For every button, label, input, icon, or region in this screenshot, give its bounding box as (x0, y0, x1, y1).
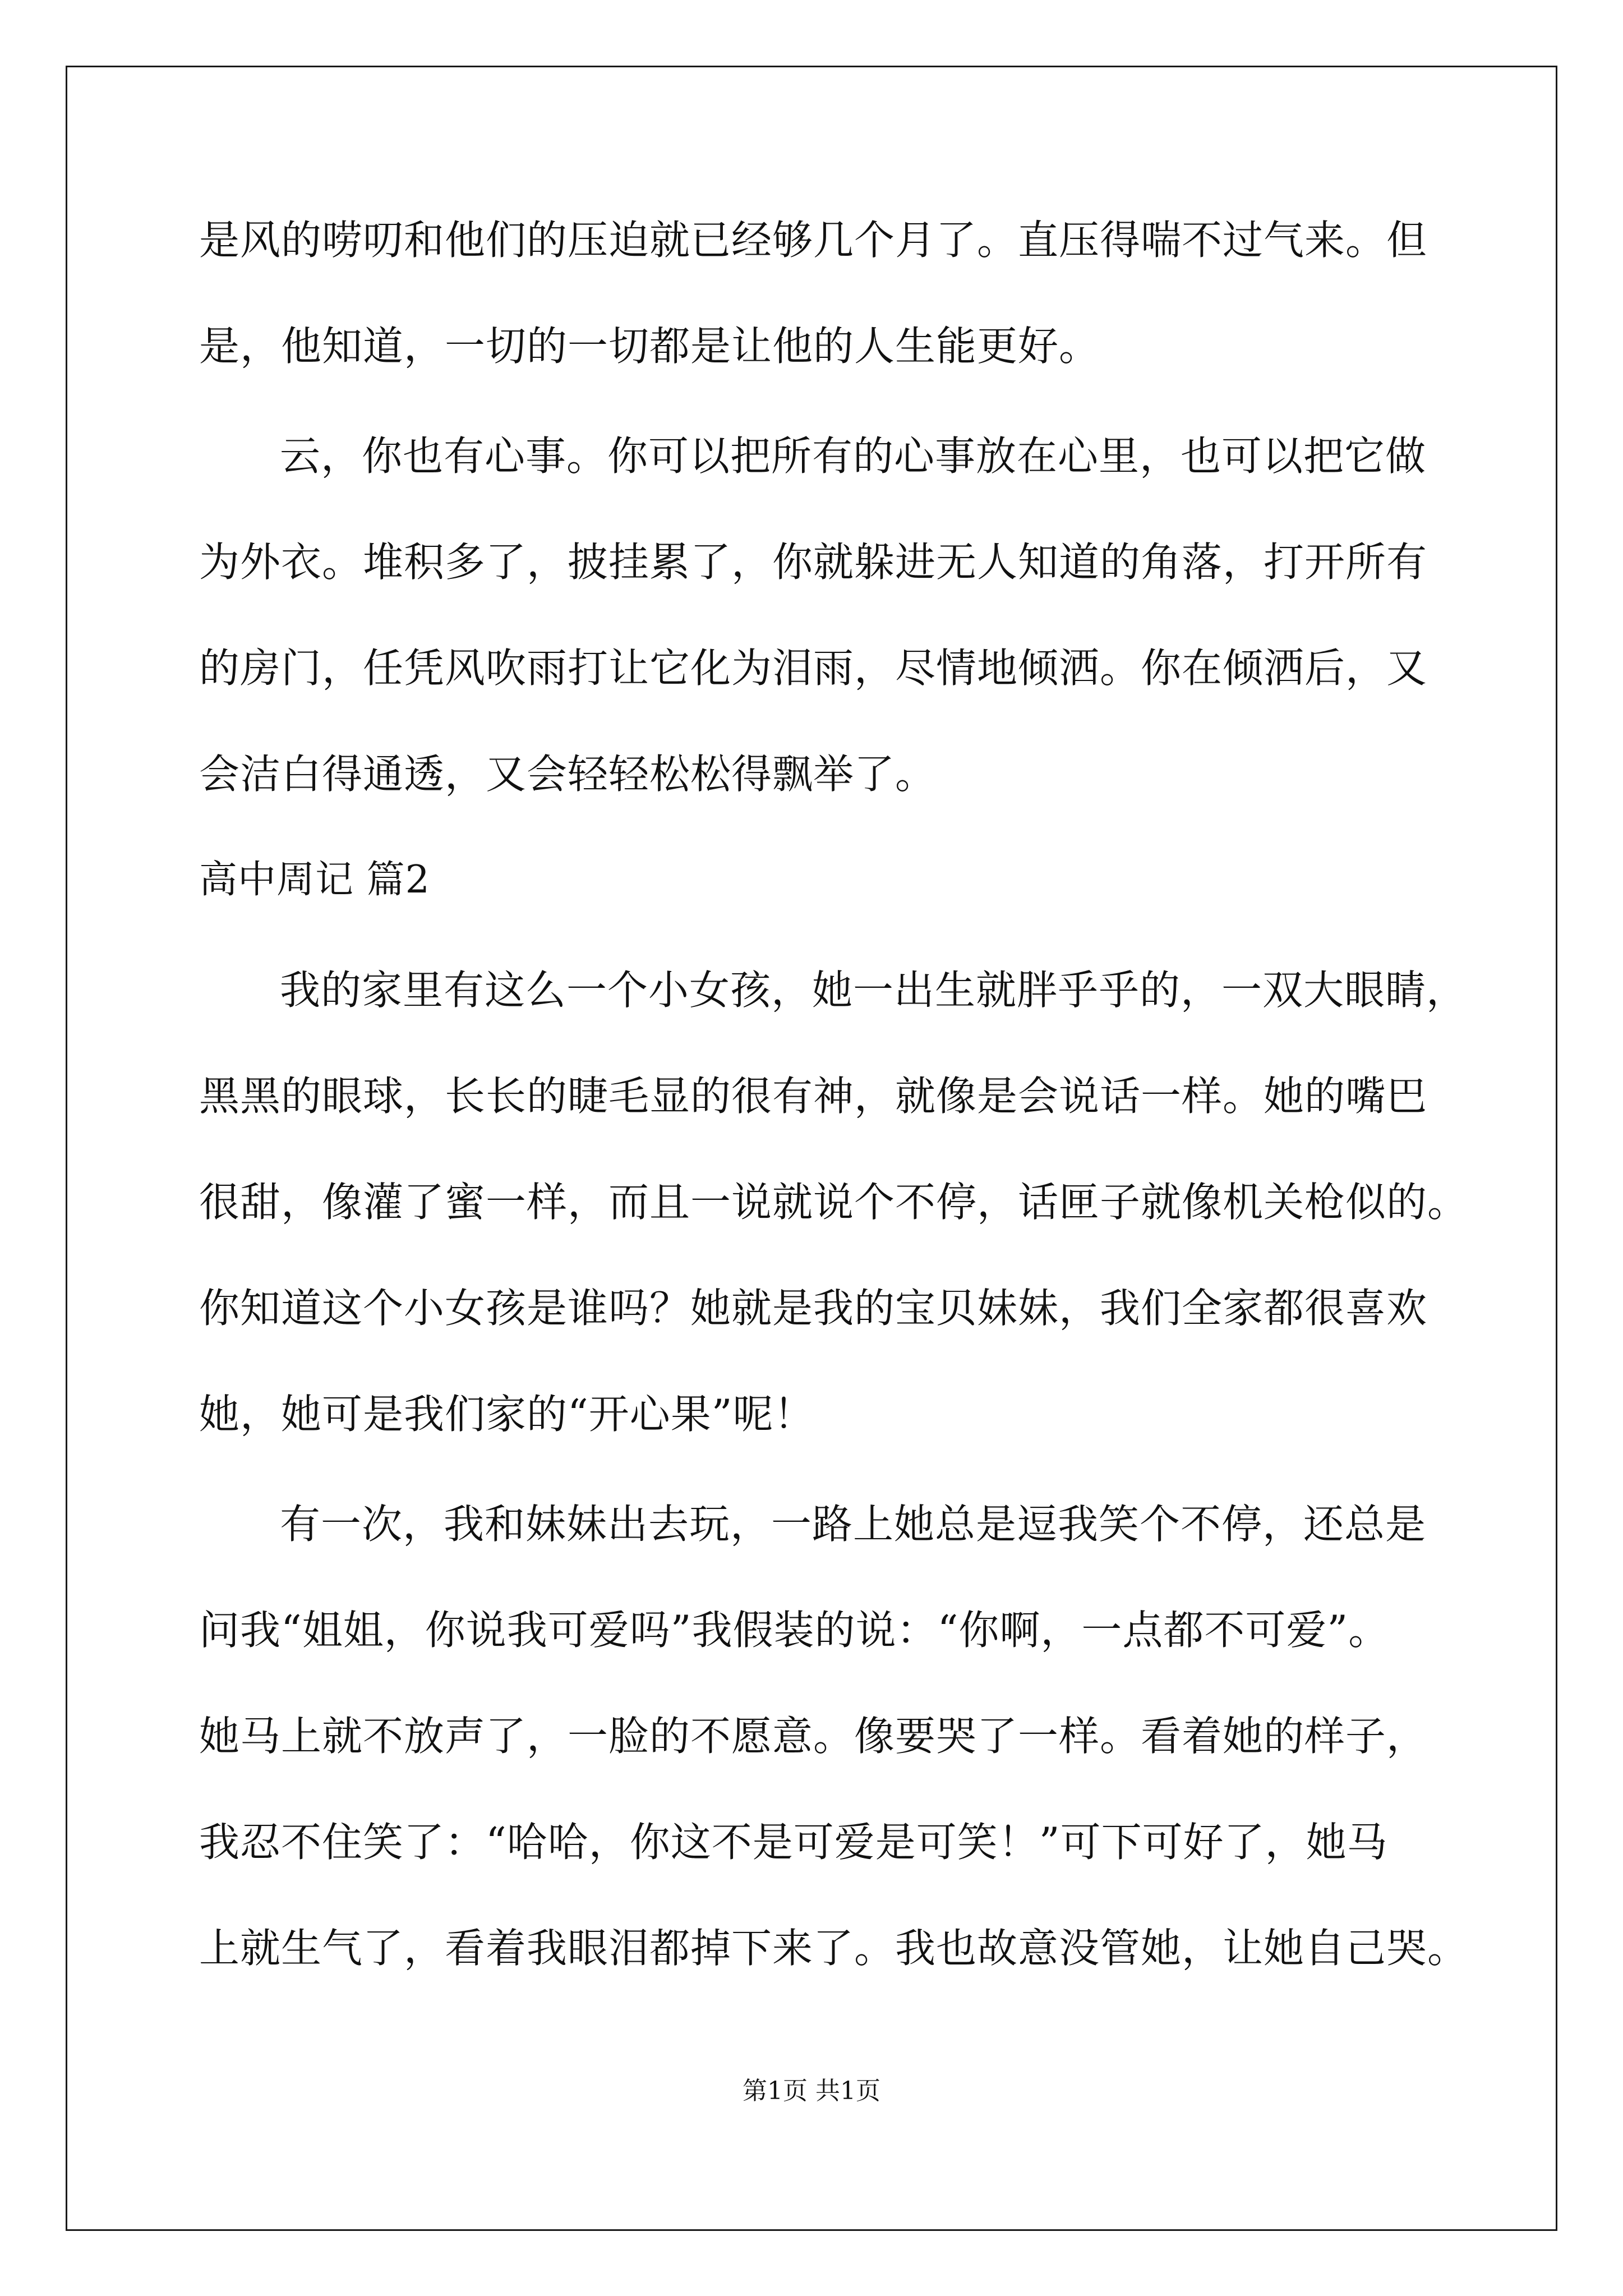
section-heading: 高中周记 篇2 (199, 858, 430, 902)
text-line: 为外衣。堆积多了，披挂累了，你就躲进无人知道的角落，打开所有 (199, 539, 1428, 586)
text-line: 她，她可是我们家的“开心果”呢！ (199, 1391, 815, 1438)
page-footer: 第1页 共1页 (743, 2077, 880, 2105)
text-line: 我忍不住笑了：“哈哈，你这不是可爱是可笑！”可下可好了，她马 (199, 1819, 1388, 1866)
text-line: 她马上就不放声了，一脸的不愿意。像要哭了一样。看着她的样子， (199, 1713, 1428, 1760)
text-line: 很甜，像灌了蜜一样，而且一说就说个不停，话匣子就像机关枪似的。 (199, 1179, 1469, 1226)
paragraph-start: 云，你也有心事。你可以把所有的心事放在心里，也可以把它做 (280, 432, 1427, 480)
text-line: 问我“姐姐，你说我可爱吗”我假装的说：“你啊，一点都不可爱”。 (199, 1607, 1390, 1654)
text-line: 是风的唠叨和他们的压迫就已经够几个月了。直压得喘不过气来。但 (199, 217, 1428, 264)
paragraph-start: 有一次，我和妹妹出去玩，一路上她总是逗我笑个不停，还总是 (280, 1501, 1427, 1548)
text-line: 上就生气了，看着我眼泪都掉下来了。我也故意没管她，让她自己哭。 (199, 1925, 1469, 1972)
text-line: 是，他知道，一切的一切都是让他的人生能更好。 (199, 323, 1100, 370)
text-line: 会洁白得通透，又会轻轻松松得飘举了。 (199, 751, 937, 798)
text-line: 你知道这个小女孩是谁吗？她就是我的宝贝妹妹，我们全家都很喜欢 (199, 1285, 1428, 1332)
text-line: 黑黑的眼球，长长的睫毛显的很有神，就像是会说话一样。她的嘴巴 (199, 1073, 1428, 1120)
paragraph-start: 我的家里有这么一个小女孩，她一出生就胖乎乎的，一双大眼睛， (280, 967, 1468, 1014)
text-line: 的房门，任凭风吹雨打让它化为泪雨，尽情地倾洒。你在倾洒后，又 (199, 645, 1428, 692)
document-body (199, 213, 1469, 1975)
